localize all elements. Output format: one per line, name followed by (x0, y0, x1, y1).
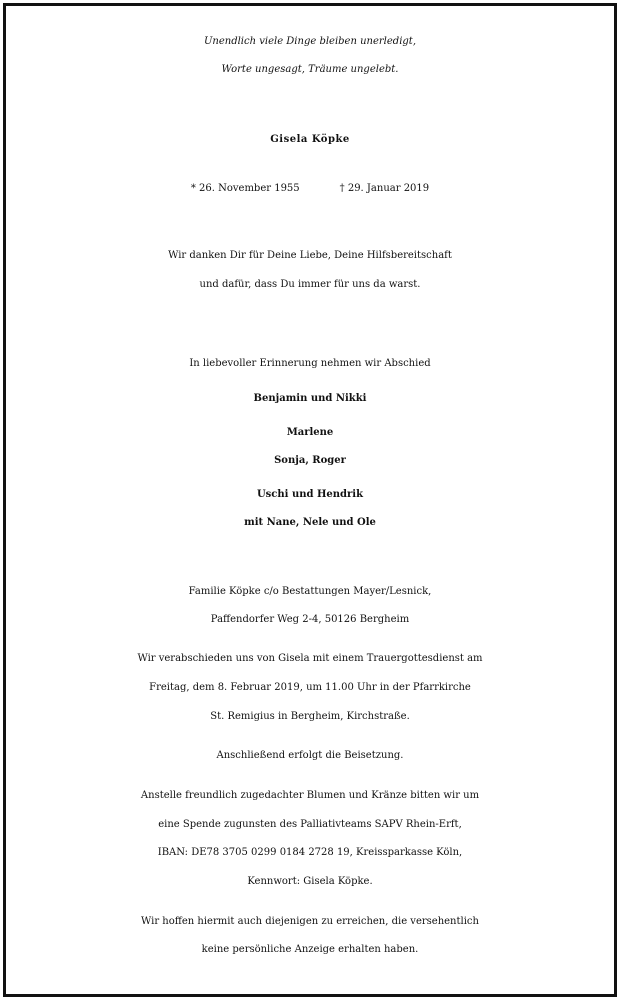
donation-line-2: eine Spende zugunsten des Palliativteams SAPV Rhein-Erft, (158, 819, 462, 830)
mourner-5: mit Nane, Nele und Ole (244, 517, 376, 528)
life-dates (0, 183, 620, 194)
service-line-1: Wir verabschieden uns von Gisela mit einem Trauergottesdienst am (137, 653, 483, 664)
donation-line-1: Anstelle freundlich zugedachter Blumen und Kränze bitten wir um (140, 790, 480, 801)
address-line-1: Familie Köpke c/o Bestattungen Mayer/Lesnick, (188, 586, 432, 597)
birth-date: * 26. November 1955 (190, 183, 300, 194)
service-line-2: Freitag, dem 8. Februar 2019, um 11.00 Uhr in der Pfarrkirche (149, 682, 471, 693)
mourner-3: Sonja, Roger (274, 455, 346, 466)
donation-line-3: IBAN: DE78 3705 0299 0184 2728 19, Kreissparkasse Köln, (157, 847, 463, 858)
farewell-intro: In liebevoller Erinnerung nehmen wir Abschied (189, 358, 431, 369)
donation-line-4: Kennwort: Gisela Köpke. (247, 876, 373, 887)
death-date: † 29. Januar 2019 (339, 183, 430, 194)
verse-line-2: Worte ungesagt, Träume ungelebt. (221, 64, 399, 75)
mourner-4: Uschi und Hendrik (256, 489, 364, 500)
deceased-name: Gisela Köpke (270, 134, 350, 145)
closing-line-1: Wir hoffen hiermit auch diejenigen zu erreichen, die versehentlich (141, 916, 479, 927)
burial-note: Anschließend erfolgt die Beisetzung. (216, 750, 404, 761)
mourner-1: Benjamin und Nikki (253, 393, 367, 404)
thanks-line-2: und dafür, dass Du immer für uns da warst. (199, 279, 421, 290)
thanks-line-1: Wir danken Dir für Deine Liebe, Deine Hilfsbereitschaft (168, 250, 452, 261)
mourner-2: Marlene (286, 427, 334, 438)
verse-line-1: Unendlich viele Dinge bleiben unerledigt, (203, 36, 416, 47)
address-line-2: Paffendorfer Weg 2-4, 50126 Bergheim (210, 614, 410, 625)
service-line-3: St. Remigius in Bergheim, Kirchstraße. (210, 711, 410, 722)
closing-line-2: keine persönliche Anzeige erhalten haben. (201, 944, 419, 955)
